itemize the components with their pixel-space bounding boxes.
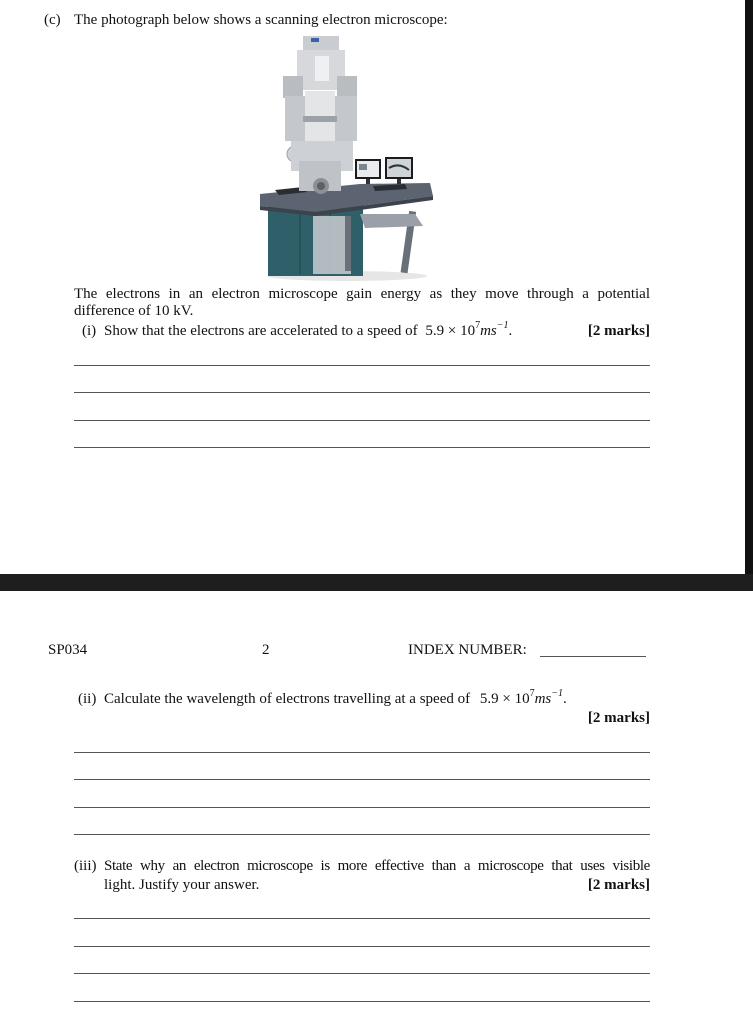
answer-line[interactable]: [74, 1001, 650, 1002]
question-i-prompt: Show that the electrons are accelerated to a speed of: [104, 323, 418, 339]
answer-line[interactable]: [74, 779, 650, 780]
page-separator: [0, 574, 753, 591]
answer-line[interactable]: [74, 918, 650, 919]
part-c-intro: The photograph below shows a scanning electron microscope:: [74, 12, 448, 28]
electron-microscope-photo: [255, 36, 440, 282]
paragraph-line-2: difference of 10 kV.: [74, 303, 194, 319]
question-ii-marks: [2 marks]: [587, 710, 650, 726]
question-iii-marks: [2 marks]: [587, 877, 650, 893]
index-number-label: INDEX NUMBER:: [408, 642, 527, 658]
question-iii-line-1: State why an electron microscope is more effective than a microscope that uses visible: [104, 858, 650, 874]
speed-expression-ii: $5.9 \times 10^7ms^{-1}$.: [479, 688, 567, 707]
page-number: 2: [262, 642, 270, 658]
answer-line[interactable]: [74, 752, 650, 753]
question-ii-prompt: Calculate the wavelength of electrons travelling at a speed of: [104, 691, 471, 707]
answer-line[interactable]: [74, 420, 650, 421]
question-i-marks: [2 marks]: [587, 323, 650, 339]
question-iii-line-2: light. Justify your answer.: [104, 877, 260, 893]
speed-expression-i: $5.9 \times 10^7ms^{-1}$.: [425, 320, 513, 339]
answer-line[interactable]: [74, 946, 650, 947]
answer-line[interactable]: [74, 834, 650, 835]
answer-line[interactable]: [74, 973, 650, 974]
question-ii-label: (ii): [78, 691, 97, 707]
scan-edge-shadow: [745, 0, 753, 590]
question-ii-text: [104, 690, 567, 708]
paper-code: SP034: [48, 642, 88, 658]
paragraph-line-1: The electrons in an electron microscope gain energy as they move through a potential: [74, 286, 650, 302]
desk: [260, 183, 433, 212]
answer-line[interactable]: [74, 392, 650, 393]
question-iii-label: (iii): [74, 858, 97, 874]
answer-line[interactable]: [74, 365, 650, 366]
part-c-label: (c): [44, 12, 61, 28]
answer-line[interactable]: [74, 807, 650, 808]
index-number-field[interactable]: [540, 656, 646, 657]
question-i-label: (i): [82, 323, 97, 339]
answer-line[interactable]: [74, 447, 650, 448]
question-i-text: [104, 322, 512, 340]
